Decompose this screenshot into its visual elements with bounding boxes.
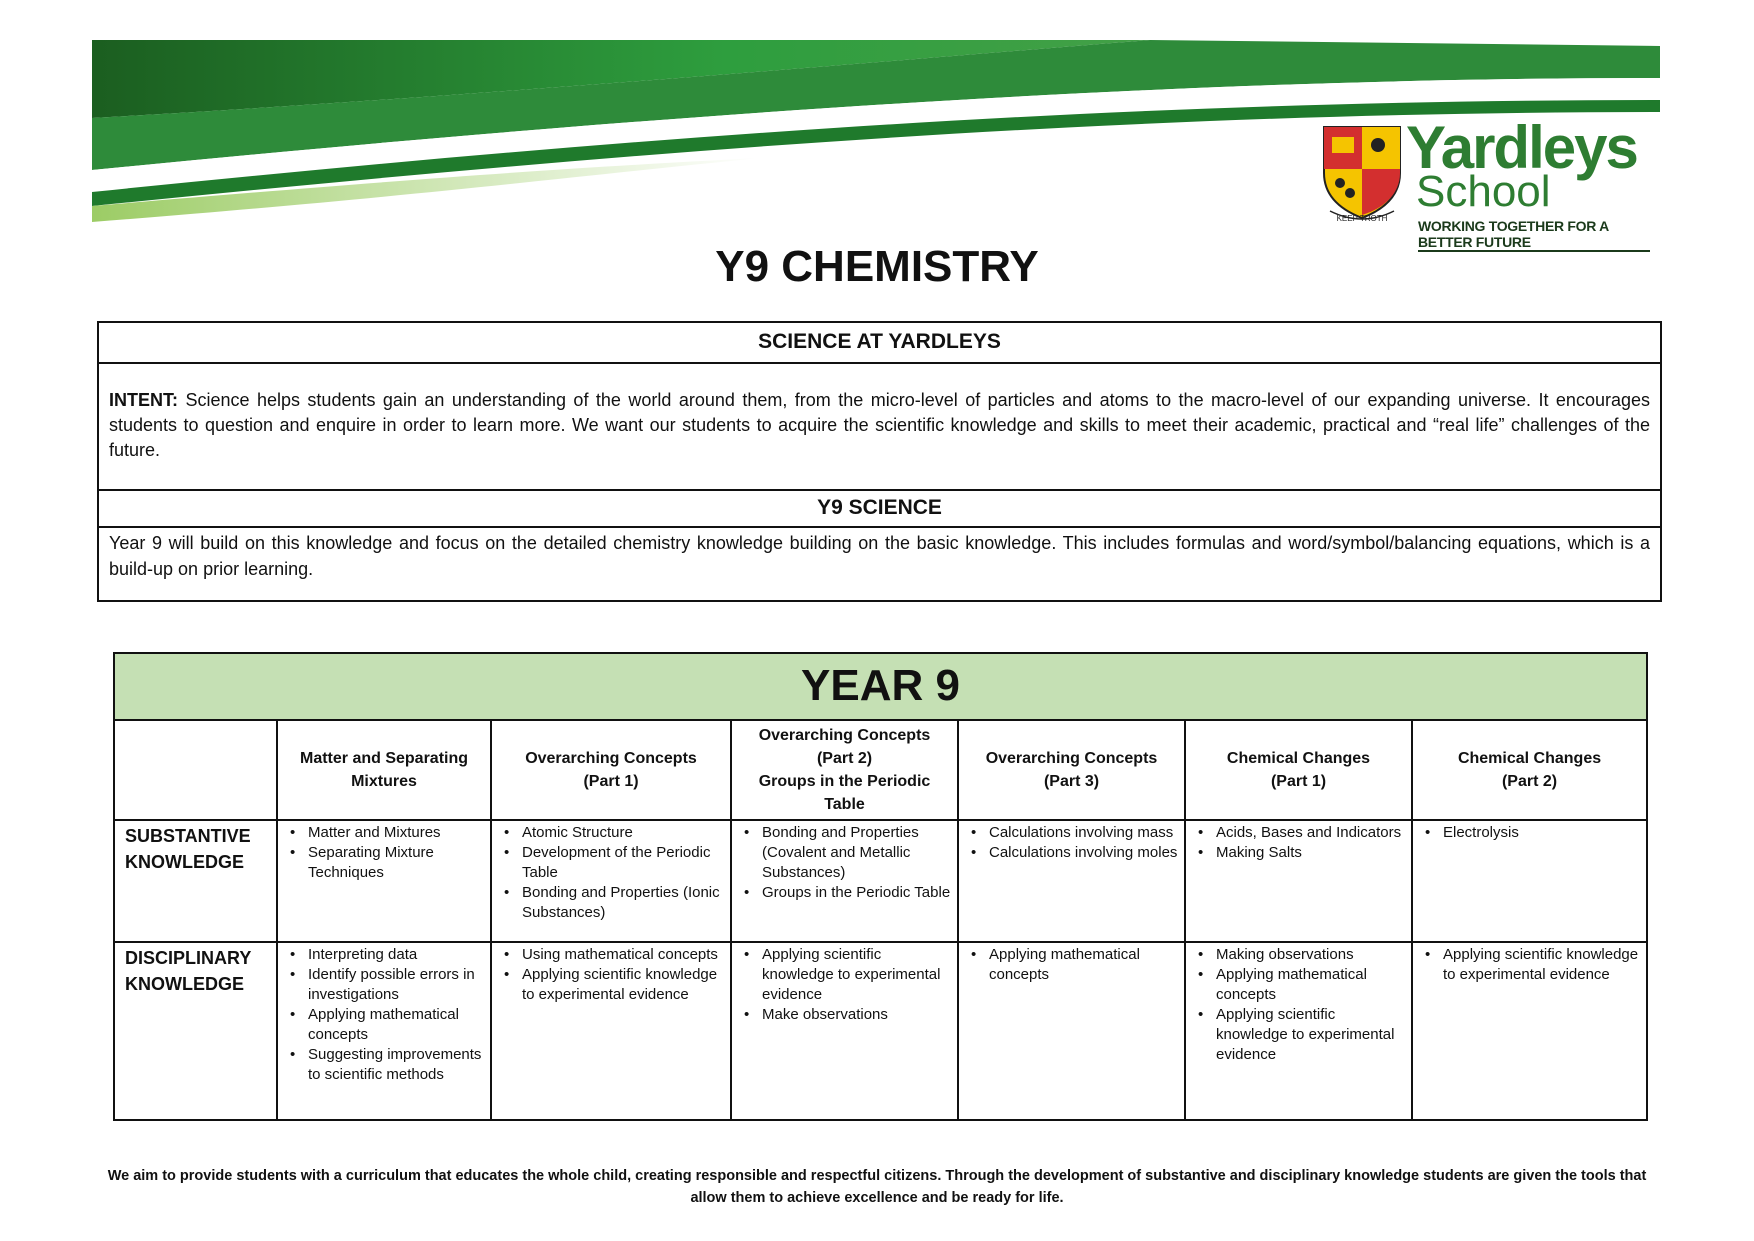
topic-cell <box>1412 820 1647 941</box>
topic-cell <box>1185 942 1412 1120</box>
list-item: • Making observations <box>1216 945 1407 965</box>
list-item: • Suggesting improvements to scientific methods <box>308 1045 486 1085</box>
row-header <box>114 820 277 941</box>
table-row <box>114 820 1647 941</box>
column-header-line: Groups in the Periodic <box>758 773 931 790</box>
list-item: • Applying mathematical concepts <box>1216 965 1407 1005</box>
column-header-1 <box>277 720 491 821</box>
topic-list <box>492 943 730 1005</box>
list-item: • Groups in the Periodic Table <box>762 883 953 903</box>
list-item: • Matter and Mixtures <box>308 823 486 843</box>
list-item: • Separating Mixture Techniques <box>308 843 486 883</box>
list-item: • Interpreting data <box>308 945 486 965</box>
list-item: • Applying scientific knowledge to experimental evidence <box>522 965 726 1005</box>
school-crest-icon <box>1320 123 1404 223</box>
column-header-line: Overarching Concepts <box>758 727 931 744</box>
column-header-3 <box>731 720 958 821</box>
row-header-line: KNOWLEDGE <box>125 973 244 994</box>
topic-list <box>732 821 957 903</box>
column-header-4 <box>958 720 1185 821</box>
topic-list <box>1186 821 1411 863</box>
column-header-6 <box>1412 720 1647 821</box>
topic-cell <box>958 942 1185 1120</box>
list-item: • Calculations involving mass <box>989 823 1180 843</box>
list-item: • Calculations involving moles <box>989 843 1180 863</box>
footer-statement: We aim to provide students with a curriculum that educates the whole child, creating responsible and respectful citizens. Through the development of substantive and disciplinary knowledge students are given the tools that allow them to achieve excellence and be ready for life. <box>107 1168 1647 1206</box>
list-item: • Atomic Structure <box>522 823 726 843</box>
school-logo <box>1320 114 1650 250</box>
column-header-line: Chemical Changes <box>1226 750 1371 767</box>
page-title: Y9 CHEMISTRY <box>715 242 1039 291</box>
list-item: • Making Salts <box>1216 843 1407 863</box>
row-header-line: DISCIPLINARY <box>125 947 252 968</box>
corner-cell <box>114 720 277 821</box>
list-item: • Acids, Bases and Indicators <box>1216 823 1407 843</box>
topic-list <box>959 943 1184 985</box>
topic-list <box>278 821 490 883</box>
list-item: • Electrolysis <box>1443 823 1642 843</box>
column-header-line: Matter and Separating <box>299 750 469 767</box>
list-item: • Using mathematical concepts <box>522 945 726 965</box>
topic-list <box>1186 943 1411 1065</box>
column-header-line: (Part 1) <box>1270 773 1327 790</box>
y9-science-text: Year 9 will build on this knowledge and focus on the detailed chemistry knowledge building on the basic knowledge. This includes formulas and word/symbol/balancing equations, which is a build-up on prior learning. <box>109 533 1650 579</box>
column-header-line: Chemical Changes <box>1457 750 1602 767</box>
topic-cell <box>1185 820 1412 941</box>
logo-tagline: WORKING TOGETHER FOR A BETTER FUTURE <box>1418 218 1650 252</box>
list-item: • Bonding and Properties (Covalent and Metallic Substances) <box>762 823 953 883</box>
column-header-line: (Part 2) <box>1501 773 1558 790</box>
list-item: • Applying scientific knowledge to experimental evidence <box>762 945 953 1005</box>
intent-text: Science helps students gain an understanding of the world around them, from the micro-level of particles and atoms to the macro-level of our expanding universe. It encourages students to question and enquire in order to learn more. We want our students to acquire the scientific knowledge and skills to meet their academic, practical and “real life” challenges of the future. <box>109 390 1650 460</box>
topic-list <box>492 821 730 923</box>
topic-list <box>1413 821 1646 843</box>
list-item: • Applying mathematical concepts <box>989 945 1180 985</box>
topic-cell <box>731 942 958 1120</box>
list-item: • Applying scientific knowledge to experimental evidence <box>1443 945 1642 985</box>
science-box <box>97 321 1662 602</box>
list-item: • Applying scientific knowledge to experimental evidence <box>1216 1005 1407 1065</box>
topic-list <box>278 943 490 1085</box>
list-item: • Applying mathematical concepts <box>308 1005 486 1045</box>
list-item: • Identify possible errors in investigations <box>308 965 486 1005</box>
list-item: • Make observations <box>762 1005 953 1025</box>
intent-label: INTENT: <box>109 390 178 410</box>
topic-cell <box>1412 942 1647 1120</box>
column-header-line: (Part 2) <box>816 750 873 767</box>
logo-name: Yardleys <box>1406 114 1637 181</box>
table-row <box>114 942 1647 1120</box>
column-header-line: Overarching Concepts <box>985 750 1158 767</box>
svg-text:KEEP TROTH: KEEP TROTH <box>1336 214 1388 223</box>
topic-cell <box>277 820 491 941</box>
logo-school: School <box>1416 167 1551 216</box>
y9-science-heading: Y9 SCIENCE <box>99 491 1660 528</box>
column-header-line: Table <box>824 796 865 813</box>
column-header-line: (Part 3) <box>1043 773 1100 790</box>
topic-cell <box>731 820 958 941</box>
year-9-table <box>113 652 1648 1121</box>
topic-cell <box>491 820 731 941</box>
topic-list <box>732 943 957 1025</box>
topic-cell <box>277 942 491 1120</box>
topic-list <box>959 821 1184 863</box>
row-header-line: SUBSTANTIVE <box>125 826 251 847</box>
year-heading: YEAR 9 <box>114 653 1647 720</box>
row-header <box>114 942 277 1120</box>
topic-list <box>1413 943 1646 985</box>
topic-cell <box>958 820 1185 941</box>
row-header-line: KNOWLEDGE <box>125 852 244 873</box>
column-header-line: Mixtures <box>351 773 417 790</box>
column-header-5 <box>1185 720 1412 821</box>
list-item: • Bonding and Properties (Ionic Substances) <box>522 883 726 923</box>
column-header-2 <box>491 720 731 821</box>
intent-paragraph <box>99 364 1660 491</box>
column-header-line: (Part 1) <box>583 773 639 790</box>
list-item: • Development of the Periodic Table <box>522 843 726 883</box>
topic-cell <box>491 942 731 1120</box>
science-heading: SCIENCE AT YARDLEYS <box>99 323 1660 364</box>
column-header-line: Overarching Concepts <box>525 750 697 767</box>
